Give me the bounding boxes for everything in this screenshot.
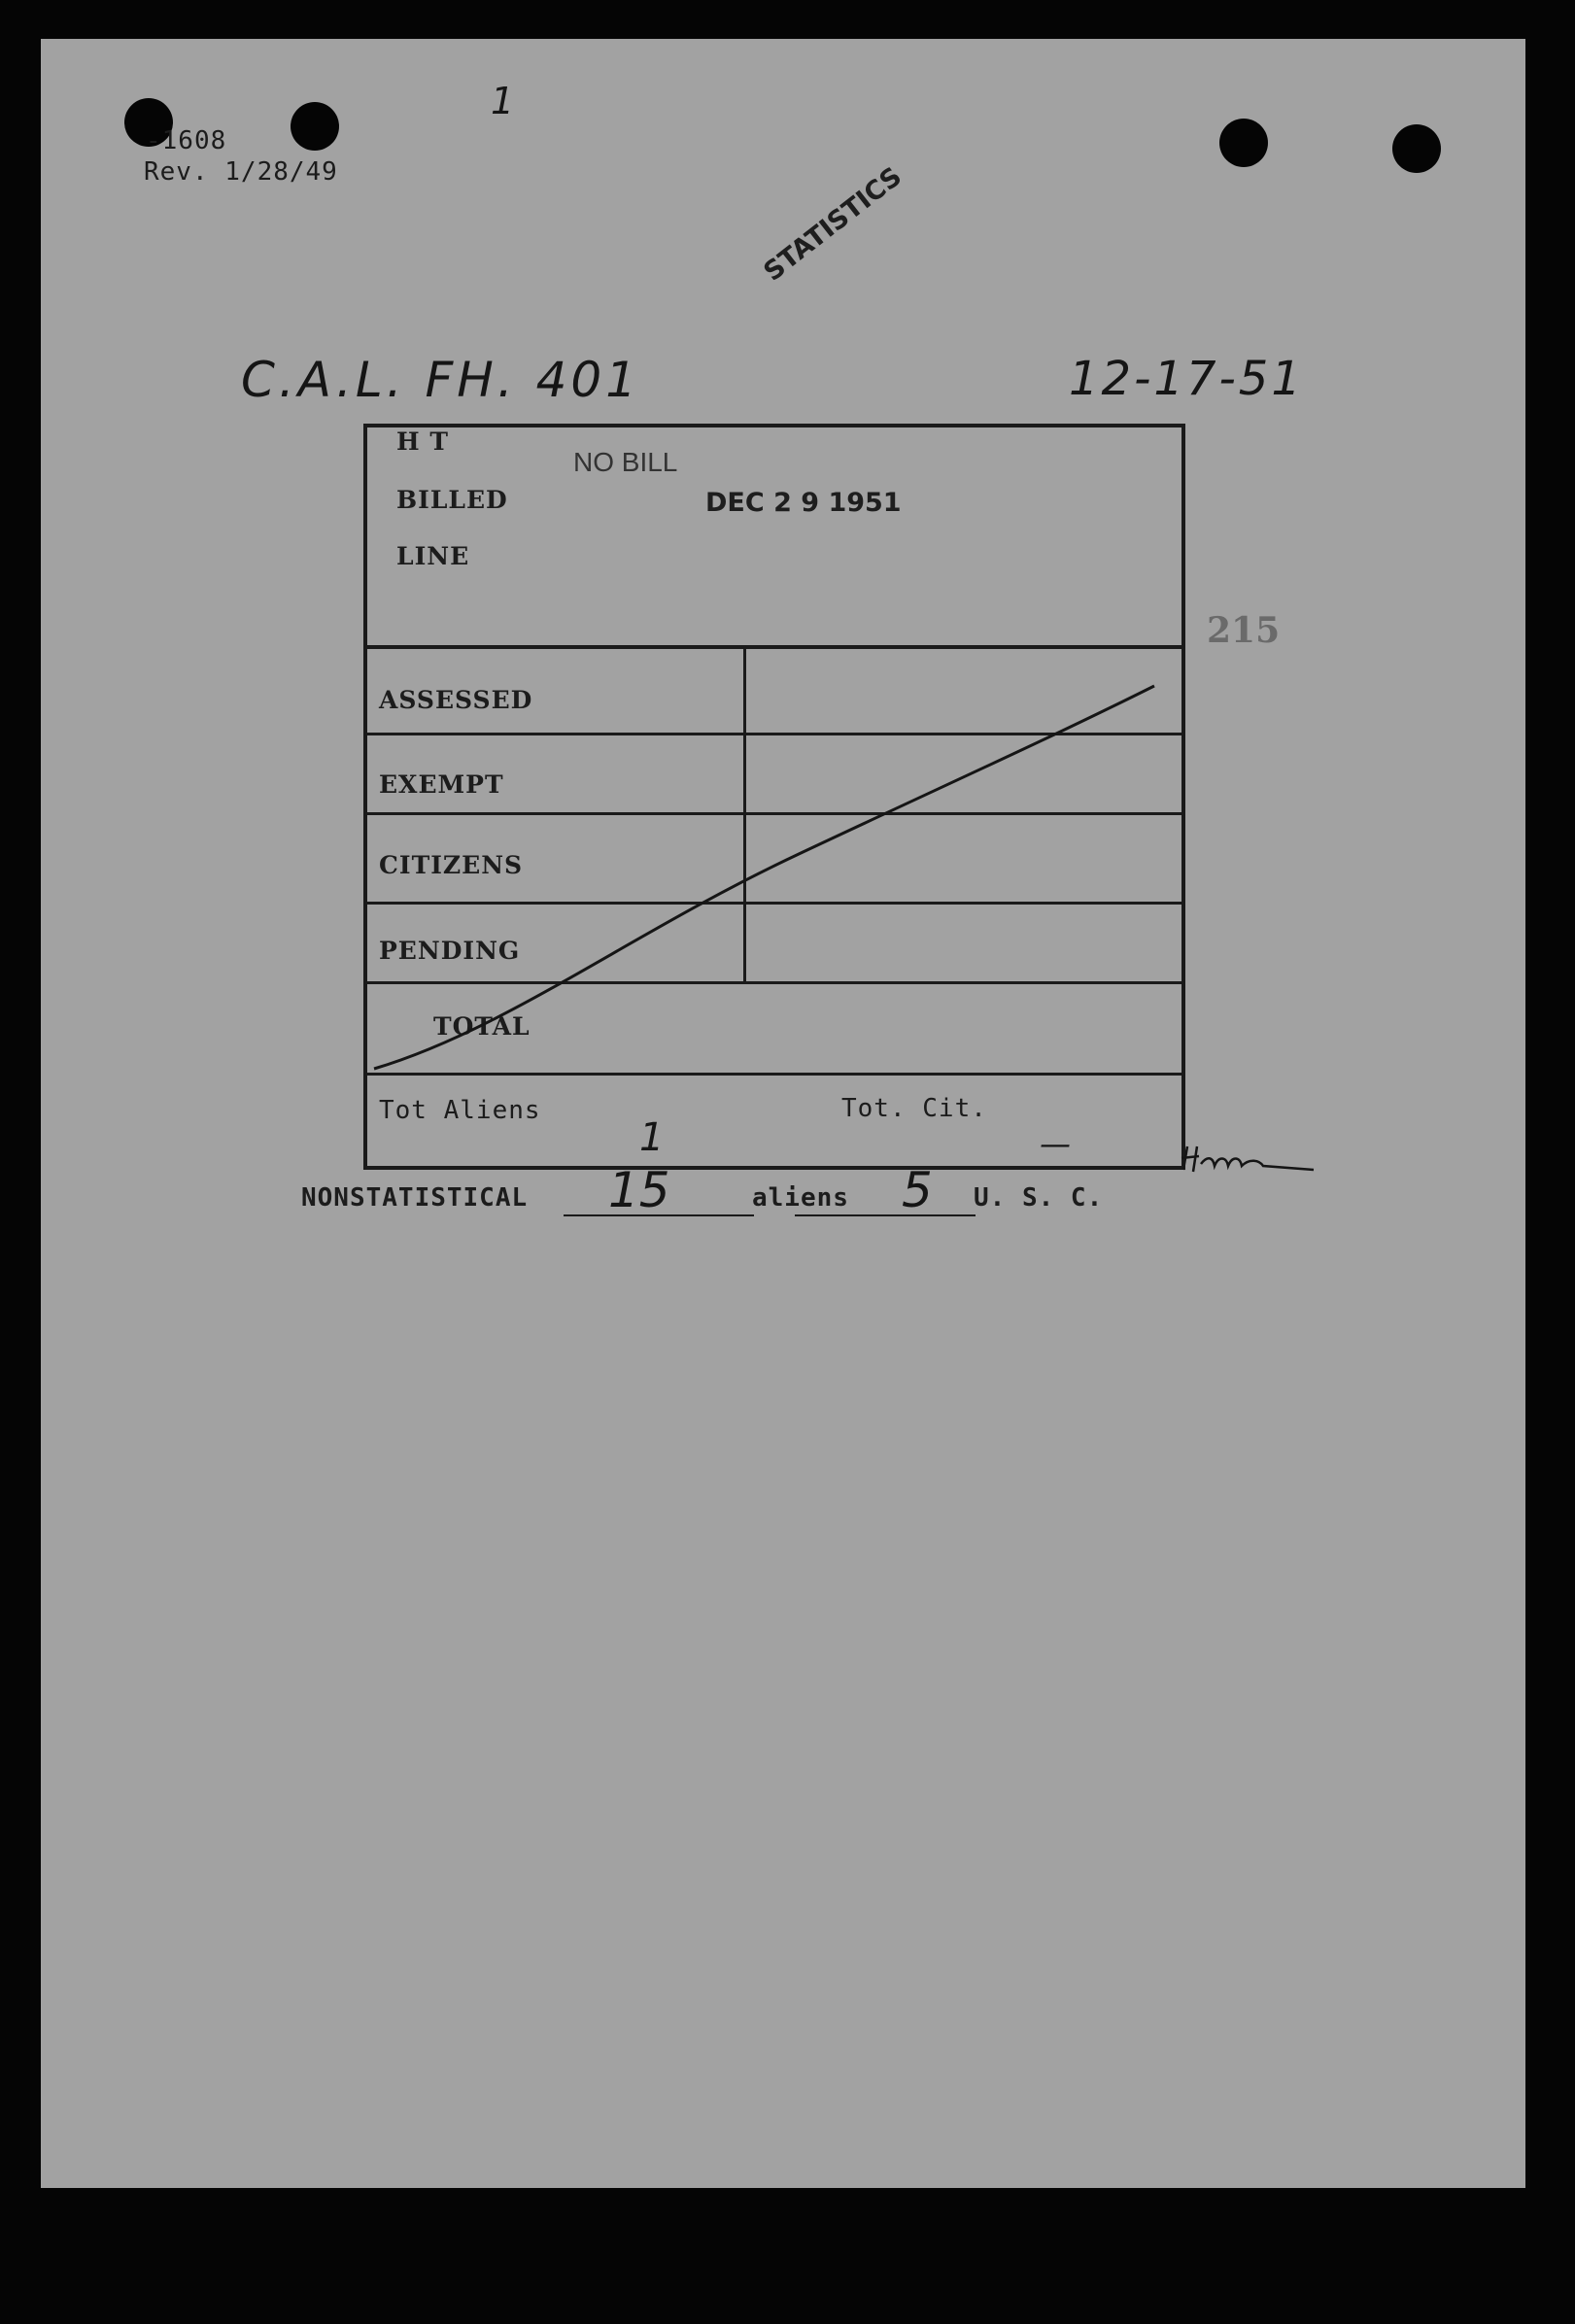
initials-signature — [1178, 1143, 1323, 1181]
usc-underline — [795, 1214, 976, 1216]
nonstatistical-usc-value: 5 — [902, 1162, 933, 1218]
tot-aliens-label: Tot Aliens — [379, 1096, 541, 1125]
no-bill-stamp: NO BILL — [573, 447, 678, 477]
assessed-label: ASSESSED — [379, 686, 533, 714]
nonstatistical-label: NONSTATISTICAL — [301, 1183, 529, 1213]
line-label: LINE — [396, 542, 470, 570]
date-stamp: DEC 2 9 1951 — [705, 488, 902, 518]
number-stamp: 215 — [1207, 610, 1281, 651]
citizens-label: CITIZENS — [379, 851, 524, 879]
handwritten-date: 12-17-51 — [1069, 352, 1304, 406]
pending-label: PENDING — [379, 937, 521, 965]
billed-label: BILLED — [396, 486, 508, 514]
aliens-label: aliens — [752, 1183, 849, 1213]
form-revision: Rev. 1/28/49 — [144, 157, 338, 187]
tot-aliens-value: 1 — [639, 1115, 665, 1160]
nonstatistical-aliens-value: 15 — [608, 1162, 670, 1218]
tot-cit-value: — — [1040, 1125, 1071, 1162]
ht-label: H T — [396, 427, 449, 456]
handwritten-reference: C.A.L. FH. 401 — [241, 352, 641, 408]
tot-cit-label: Tot. Cit. — [841, 1094, 987, 1123]
usc-label: U. S. C. — [974, 1183, 1104, 1213]
form-number: -1608 — [146, 126, 227, 155]
statistics-stamp: STATISTICS — [758, 161, 908, 288]
total-label: TOTAL — [433, 1012, 531, 1041]
handwritten-mark: 1 — [491, 80, 515, 122]
exempt-label: EXEMPT — [379, 770, 504, 799]
